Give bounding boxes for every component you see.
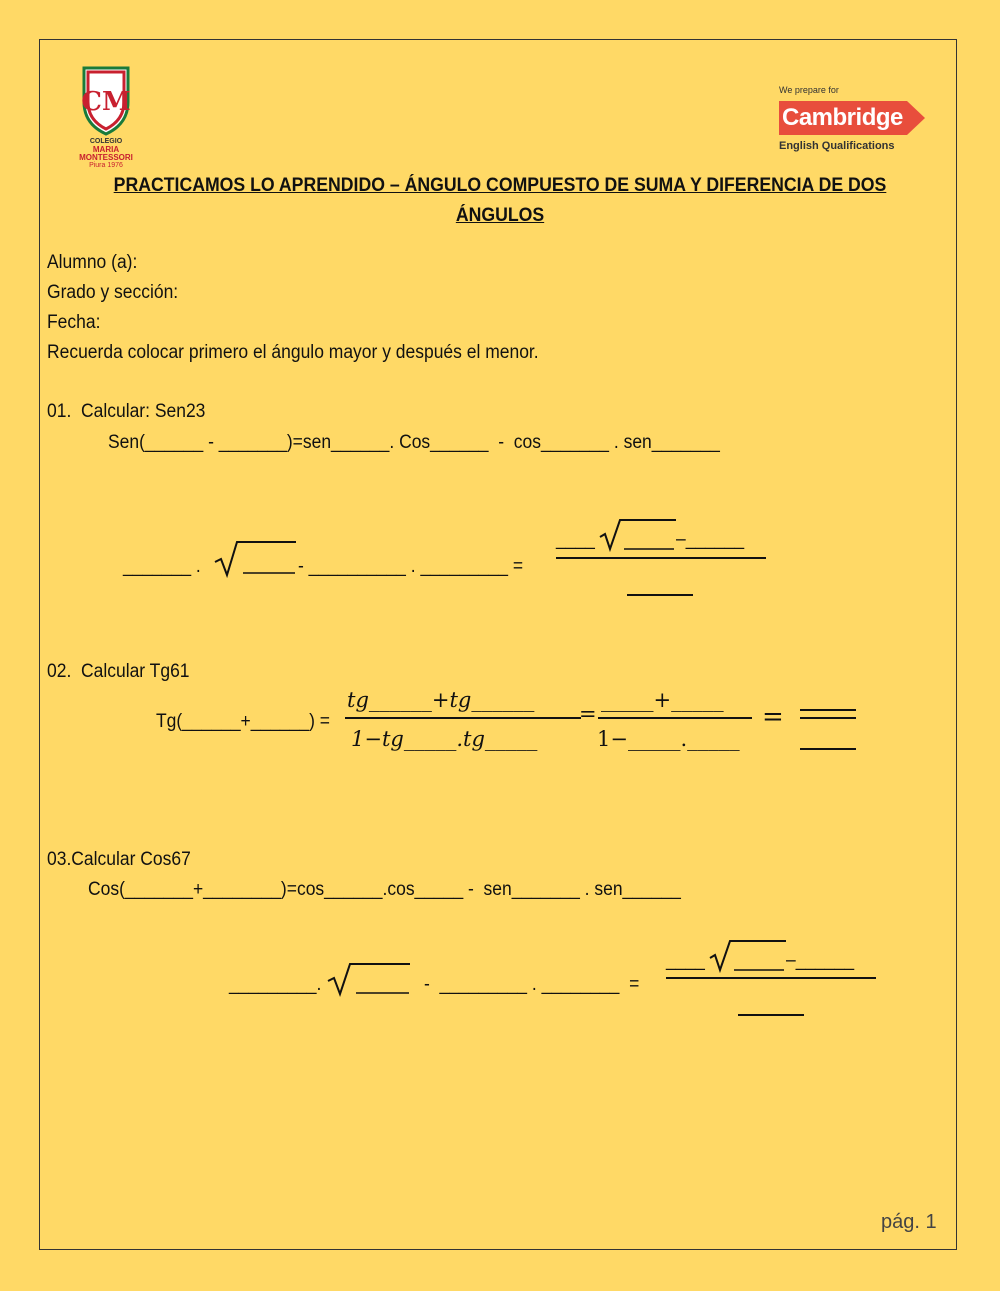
q2-equals-2: = bbox=[762, 702, 784, 732]
q1-denominator-blank bbox=[627, 594, 693, 596]
school-logo-line3: MONTESSORI bbox=[79, 153, 133, 162]
grade-section-label: Grado y sección: bbox=[47, 282, 179, 303]
page-title-line2: ÁNGULOS bbox=[455, 205, 545, 226]
school-logo-line4: Piura 1976 bbox=[89, 162, 123, 169]
q3-sqrt-icon bbox=[326, 958, 412, 998]
q2-prompt: 02. Calcular Tg61 bbox=[47, 661, 190, 682]
school-logo-line2: MARIA bbox=[92, 145, 120, 154]
q3-fraction-numerator bbox=[666, 938, 876, 978]
student-name-label: Alumno (a): bbox=[47, 252, 138, 273]
q1-sqrt-icon bbox=[213, 539, 298, 579]
q2-f2-bar bbox=[598, 717, 752, 719]
school-initials: CM bbox=[81, 87, 131, 117]
q3-num-b: –______ bbox=[786, 950, 855, 971]
q1-num-a: ____ bbox=[556, 529, 595, 550]
q1-prompt: 01. Calcular: Sen23 bbox=[47, 401, 206, 422]
q1-fraction-numerator bbox=[556, 517, 766, 557]
school-logo bbox=[66, 62, 146, 169]
q2-final-bar bbox=[800, 717, 856, 719]
q3-num-a: ____ bbox=[666, 950, 705, 971]
q2-f2-numerator: _____+_____ bbox=[601, 688, 724, 712]
q3-denominator-blank bbox=[738, 1014, 804, 1016]
q1-blank-b: - __________ . _________ = bbox=[298, 556, 524, 577]
q2-final-num-blank bbox=[800, 709, 856, 711]
q3-prompt: 03.Calcular Cos67 bbox=[47, 849, 191, 870]
q1-expansion: Sen(______ - _______)=sen______. Cos______ - cos_______ . sen_______ bbox=[108, 432, 720, 453]
q2-lhs: Tg(______+______) = bbox=[156, 711, 330, 732]
cambridge-subtitle: English Qualifications bbox=[779, 140, 895, 152]
q3-blank-b: - _________ . ________ = bbox=[424, 974, 640, 995]
cambridge-brand: Cambridge bbox=[782, 104, 903, 131]
school-crest-icon bbox=[66, 62, 146, 137]
q3-num-sqrt-icon bbox=[708, 938, 788, 974]
reminder-text: Recuerda colocar primero el ángulo mayor y después el menor. bbox=[47, 342, 539, 363]
q1-num-sqrt-icon bbox=[598, 517, 678, 553]
school-logo-line1: COLEGIO bbox=[89, 138, 123, 145]
q2-final-den-blank bbox=[800, 748, 856, 750]
cambridge-logo bbox=[779, 85, 929, 160]
page-number: pág. 1 bbox=[881, 1211, 937, 1233]
q3-expansion: Cos(_______+________)=cos______.cos_____ - sen_______ . sen______ bbox=[88, 879, 681, 900]
q2-f1-numerator: tg______+tg______ bbox=[347, 688, 535, 712]
q1-fraction-bar bbox=[556, 557, 766, 559]
q2-f1-bar bbox=[345, 717, 581, 719]
q2-f1-denominator: 1−tg_____.tg_____ bbox=[351, 727, 538, 751]
q1-blank-a: _______ . bbox=[123, 556, 201, 577]
cambridge-tagline: We prepare for bbox=[779, 85, 839, 95]
q1-num-b: –______ bbox=[676, 529, 745, 550]
q3-blank-a: _________. bbox=[229, 974, 322, 995]
q3-fraction-bar bbox=[666, 977, 876, 979]
date-label: Fecha: bbox=[47, 312, 101, 333]
q2-equals-1: = bbox=[579, 702, 597, 726]
q2-f2-denominator: 1−_____._____ bbox=[597, 727, 740, 751]
page-title-line1: PRACTICAMOS LO APRENDIDO – ÁNGULO COMPUESTO DE SUMA Y DIFERENCIA DE DOS bbox=[113, 175, 887, 196]
